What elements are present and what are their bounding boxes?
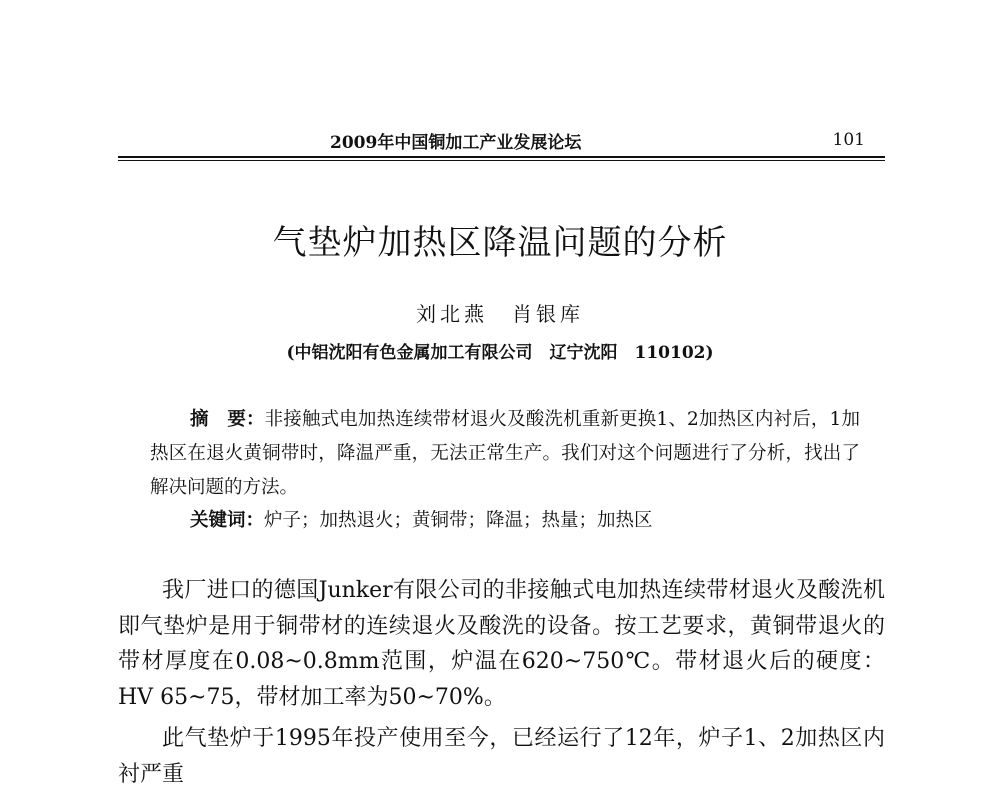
body-text xyxy=(118,573,885,792)
header-title: 2009年中国铜加工产业发展论坛 xyxy=(330,133,582,153)
running-header xyxy=(118,128,885,158)
article-title: 气垫炉加热区降温问题的分析 xyxy=(272,223,728,263)
affiliation: (中铝沈阳有色金属加工有限公司 辽宁沈阳 110102) xyxy=(286,343,714,363)
abstract-text: 非接触式电加热连续带材退火及酸洗机重新更换1、2加热区内衬后，1加热区在退火黄铜带时，降温严重，无法正常生产。我们对这个问题进行了分析，找出了解决问题的方法。 xyxy=(150,409,860,498)
abstract xyxy=(150,403,860,505)
keywords-text: 炉子；加热退火；黄铜带；降温；热量；加热区 xyxy=(264,510,653,531)
page-number: 101 xyxy=(832,130,865,150)
abstract-label: 摘 要： xyxy=(190,409,265,430)
keywords-label: 关键词： xyxy=(190,510,265,531)
header-rule xyxy=(118,160,885,161)
paragraph: 我厂进口的德国Junker有限公司的非接触式电加热连续带材退火及酸洗机即气垫炉是用于铜带材的连续退火及酸洗的设备。按工艺要求，黄铜带退火的带材厚度在0.08~0.8mm范围，炉温在620~750℃。带材退火后的硬度：HV 65~75，带材加工率为50~70%。 xyxy=(118,578,885,710)
keywords xyxy=(190,506,653,532)
paragraph: 此气垫炉于1995年投产使用至今，已经运行了12年，炉子1、2加热区内衬严重 xyxy=(118,726,885,787)
authors: 刘北燕 肖银库 xyxy=(416,302,584,326)
